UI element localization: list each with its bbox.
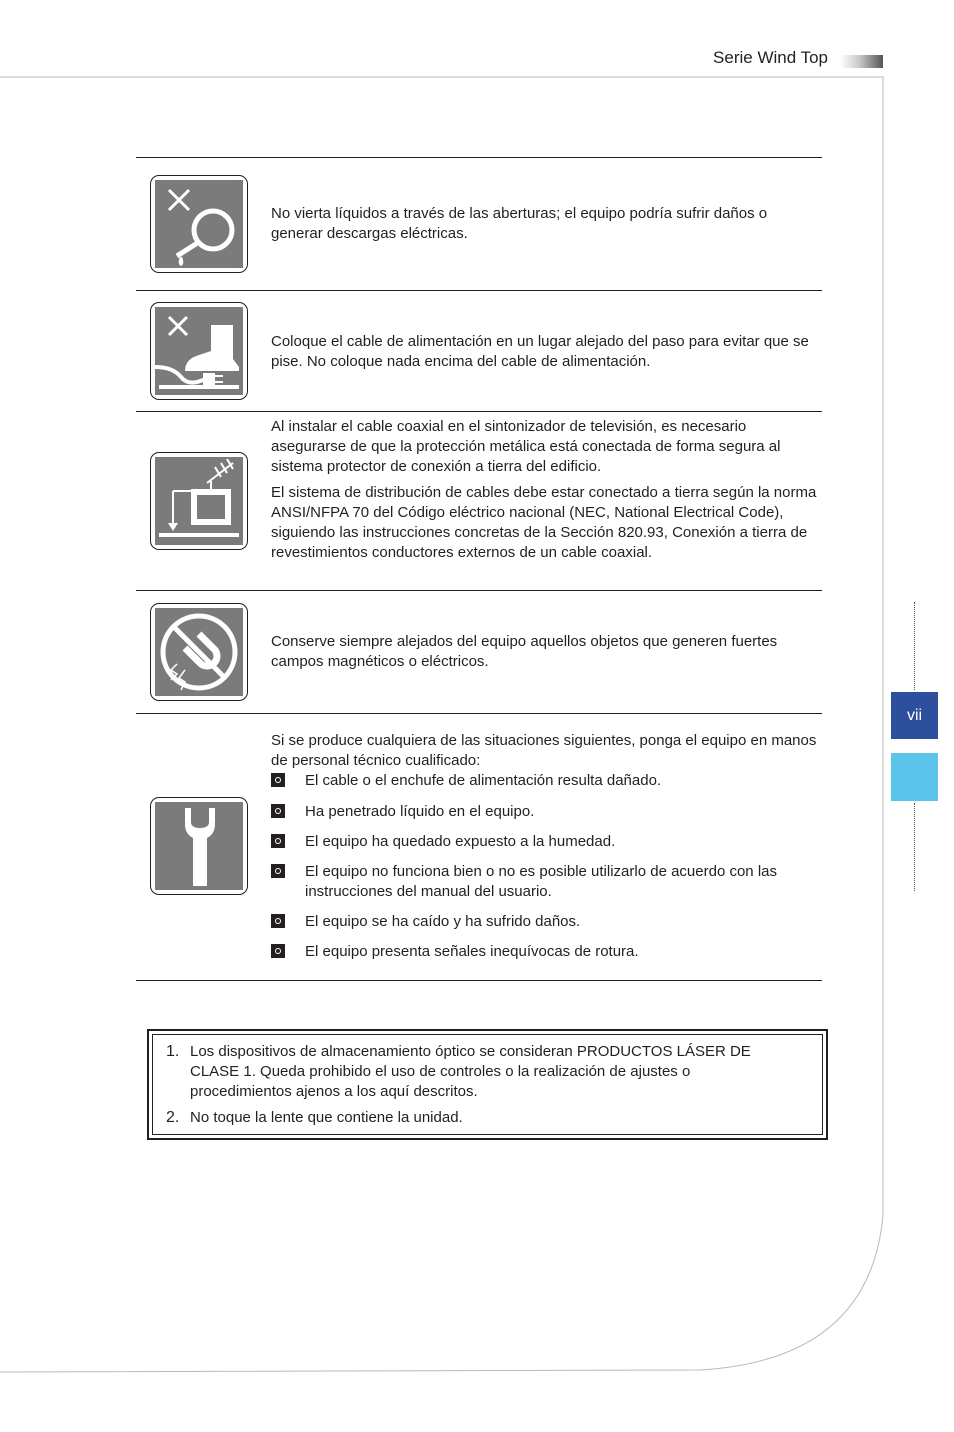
bullet-text: El equipo presenta señales inequívocas de rotura. <box>305 943 639 960</box>
row-divider <box>136 980 822 981</box>
safety-paragraph: Conserve siempre alejados del equipo aquellos objetos que generen fuertes campos magnéticos o eléctricos. <box>271 633 778 670</box>
checkbox-bullet-icon <box>271 914 285 928</box>
bullet-text: El equipo ha quedado expuesto a la humedad. <box>305 833 616 850</box>
checkbox-bullet-icon <box>271 773 285 787</box>
no-liquid-icon <box>150 175 248 273</box>
safety-paragraph: Al instalar el cable coaxial en el sintonizador de televisión, es necesario asegurarse de que la protección metálica está conectada de forma segura al sistema protector de conexión a tierra del edificio. <box>271 418 781 475</box>
safety-intro: Si se produce cualquiera de las situaciones siguientes, ponga el equipo en manos de personal técnico cualificado: <box>271 732 817 769</box>
page-number-tab[interactable]: vii <box>891 692 938 739</box>
notes-box <box>147 1029 828 1140</box>
bullet-text: Ha penetrado líquido en el equipo. <box>305 803 535 820</box>
section-tab[interactable] <box>891 753 938 801</box>
safety-item <box>136 158 822 290</box>
safety-text <box>271 417 817 563</box>
bullet-text: El equipo no funciona bien o no es posible utilizarlo de acuerdo con las instrucciones del manual del usuario. <box>305 863 777 900</box>
bullet-item <box>271 942 817 962</box>
safety-paragraph: Coloque el cable de alimentación en un lugar alejado del paso para evitar que se pise. No coloque nada encima del cable de alimentación. <box>271 333 809 370</box>
checkbox-bullet-icon <box>271 804 285 818</box>
checkbox-bullet-icon <box>271 864 285 878</box>
checkbox-bullet-icon <box>271 834 285 848</box>
header-gradient-bar <box>840 55 883 68</box>
no-magnet-icon <box>150 603 248 701</box>
bullet-item <box>271 912 817 932</box>
bullet-item <box>271 802 817 822</box>
safety-text <box>271 204 817 244</box>
side-dotted-line <box>914 803 915 891</box>
tv-antenna-ground-icon <box>150 452 248 550</box>
safety-paragraph: El sistema de distribución de cables debe estar conectado a tierra según la norma ANSI/NFPA 70 del Código eléctrico nacional (NEC, National Electrical Code), siguiendo las instrucciones concretas de la Sección 820.93, Conexión a tierra de revestimientos conductores externos de un cable coaxial. <box>271 484 817 561</box>
safety-paragraph: No vierta líquidos a través de las aberturas; el equipo podría sufrir daños o generar descargas eléctricas. <box>271 205 768 242</box>
safety-item <box>136 591 822 713</box>
bullet-text: El cable o el enchufe de alimentación resulta dañado. <box>305 772 662 789</box>
side-dotted-line <box>914 602 915 690</box>
safety-text <box>271 332 817 372</box>
safety-text <box>271 731 817 962</box>
checkbox-bullet-icon <box>271 944 285 958</box>
bullet-item <box>271 771 817 791</box>
safety-item <box>136 412 822 590</box>
safety-item <box>136 714 822 980</box>
bullet-item <box>271 862 817 902</box>
header-title: Serie Wind Top <box>713 48 828 67</box>
wrench-icon <box>150 797 248 895</box>
note-number: 2. <box>166 1109 180 1126</box>
note-text: No toque la lente que contiene la unidad. <box>190 1109 463 1126</box>
power-cable-step-icon <box>150 302 248 400</box>
bullet-item <box>271 832 817 852</box>
bullet-text: El equipo se ha caído y ha sufrido daños. <box>305 913 581 930</box>
note-number: 1. <box>166 1043 180 1060</box>
safety-item <box>136 291 822 411</box>
safety-text <box>271 632 817 672</box>
note-text: Los dispositivos de almacenamiento óptico se consideran PRODUCTOS LÁSER DE CLASE 1. Queda prohibido el uso de controles o la realización de ajustes o procedimientos ajenos a los aquí descritos. <box>190 1043 751 1100</box>
